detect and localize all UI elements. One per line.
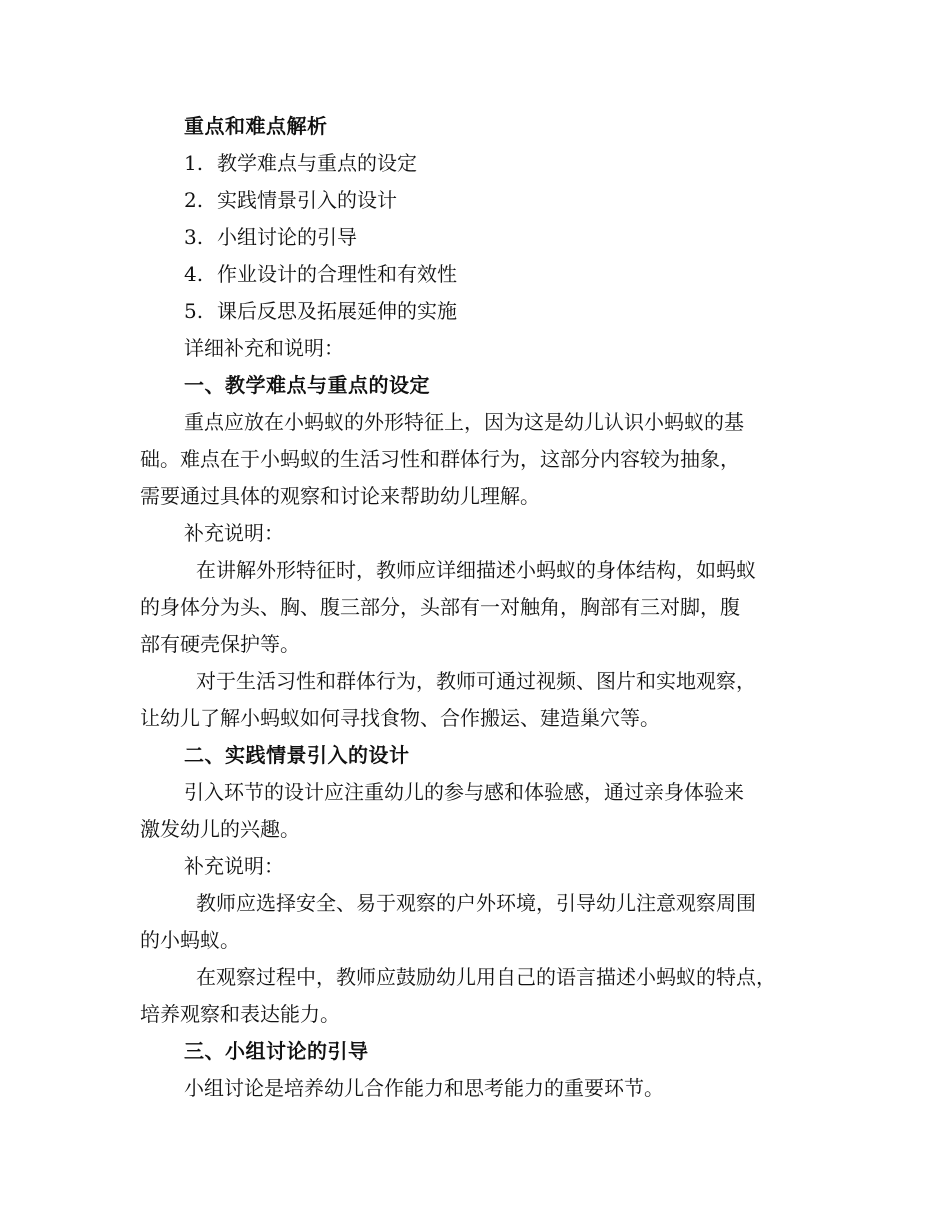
paragraph-line: 激发幼儿的兴趣。 <box>140 817 300 841</box>
list-item <box>140 219 820 256</box>
list-number: 2. <box>184 188 204 212</box>
paragraph-line: 在观察过程中，教师应鼓励幼儿用自己的语言描述小蚂蚁的特点， <box>196 965 776 989</box>
list-number: 5. <box>184 299 204 323</box>
list-number: 4. <box>184 262 204 286</box>
section-heading: 三、小组讨论的引导 <box>184 1039 369 1063</box>
list-text: 教学难点与重点的设定 <box>217 151 417 175</box>
paragraph-line: 的小蚂蚁。 <box>140 928 240 952</box>
detail-intro: 详细补充和说明： <box>184 336 344 360</box>
document-body <box>140 108 820 1107</box>
section-heading: 一、教学难点与重点的设定 <box>184 373 430 397</box>
paragraph-line: 需要通过具体的观察和讨论来帮助幼儿理解。 <box>140 484 540 508</box>
paragraph-line: 重点应放在小蚂蚁的外形特征上，因为这是幼儿认识小蚂蚁的基 <box>184 410 744 434</box>
list-item <box>140 145 820 182</box>
paragraph-line: 让幼儿了解小蚂蚁如何寻找食物、合作搬运、建造巢穴等。 <box>140 706 660 730</box>
list-text: 小组讨论的引导 <box>217 225 357 249</box>
list-item <box>140 182 820 219</box>
supplement-label: 补充说明： <box>184 854 284 878</box>
list-text: 课后反思及拓展延伸的实施 <box>217 299 457 323</box>
paragraph-line: 小组讨论是培养幼儿合作能力和思考能力的重要环节。 <box>184 1076 664 1100</box>
paragraph-line: 在讲解外形特征时，教师应详细描述小蚂蚁的身体结构，如蚂蚁 <box>196 558 756 582</box>
paragraph-line: 部有硬壳保护等。 <box>140 632 300 656</box>
section-heading: 二、实践情景引入的设计 <box>184 743 410 767</box>
paragraph-line: 教师应选择安全、易于观察的户外环境，引导幼儿注意观察周围 <box>196 891 756 915</box>
list-text: 实践情景引入的设计 <box>217 188 397 212</box>
paragraph-line: 对于生活习性和群体行为，教师可通过视频、图片和实地观察， <box>196 669 756 693</box>
paragraph-line: 的身体分为头、胸、腹三部分，头部有一对触角，胸部有三对脚，腹 <box>140 595 740 619</box>
list-number: 3. <box>184 225 204 249</box>
supplement-label: 补充说明： <box>184 521 284 545</box>
list-item <box>140 256 820 293</box>
paragraph-line: 础。难点在于小蚂蚁的生活习性和群体行为，这部分内容较为抽象， <box>140 447 740 471</box>
list-number: 1. <box>184 151 204 175</box>
list-text: 作业设计的合理性和有效性 <box>217 262 457 286</box>
paragraph-line: 引入环节的设计应注重幼儿的参与感和体验感，通过亲身体验来 <box>184 780 744 804</box>
page-title: 重点和难点解析 <box>184 114 328 138</box>
paragraph-line: 培养观察和表达能力。 <box>140 1002 340 1026</box>
list-item <box>140 293 820 330</box>
